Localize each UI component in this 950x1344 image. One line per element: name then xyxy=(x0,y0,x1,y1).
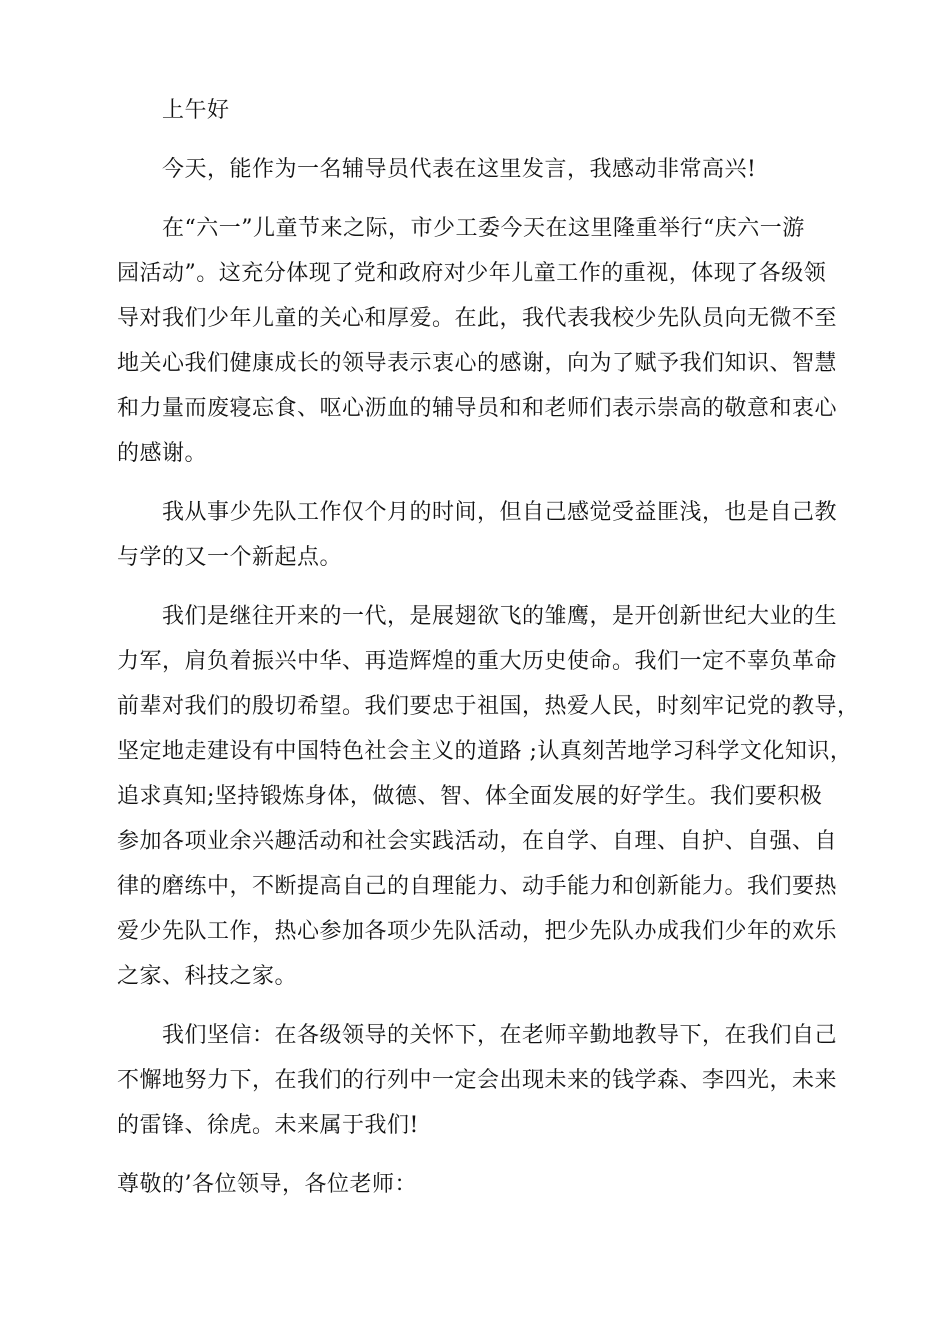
paragraph-4 xyxy=(117,594,860,999)
paragraph-line: 在“六一”儿童节来之际，市少工委今天在这里隆重举行“庆六一游 xyxy=(162,216,805,241)
greeting-text: 上午好 xyxy=(162,98,230,123)
paragraph-5 xyxy=(117,1013,838,1148)
paragraph-line: 地关心我们健康成长的领导表示衷心的感谢，向为了赋予我们知识、智慧 xyxy=(117,351,838,376)
paragraph-line: 之家、科技之家。 xyxy=(117,964,298,989)
paragraph-line: 我们坚信：在各级领导的关怀下，在老师辛勤地教导下，在我们自己 xyxy=(162,1023,838,1048)
paragraph-line: 坚定地走建设有中国特色社会主义的道路 ;认真刻苦地学习科学文化知识， xyxy=(117,739,853,764)
paragraph-line: 园活动”。这充分体现了党和政府对少年儿童工作的重视，体现了各级领 xyxy=(117,261,827,286)
paragraph-1 xyxy=(117,147,835,192)
paragraph-line: 和力量而废寝忘食、呕心沥血的辅导员和和老师们表示崇高的敬意和衷心 xyxy=(117,396,838,421)
paragraph-2 xyxy=(117,206,838,476)
paragraph-line: 前辈对我们的殷切希望。我们要忠于祖国，热爱人民，时刻牢记党的教导， xyxy=(117,694,860,719)
paragraph-line: 今天，能作为一名辅导员代表在这里发言，我感动非常高兴! xyxy=(162,157,757,182)
paragraph-line: 导对我们少年儿童的关心和厚爱。在此，我代表我校少先队员向无微不至 xyxy=(117,306,838,331)
paragraph-line: 的感谢。 xyxy=(117,441,208,466)
paragraph-3 xyxy=(117,490,838,580)
paragraph-line: 不懈地努力下，在我们的行列中一定会出现未来的钱学森、李四光，未来 xyxy=(117,1068,838,1093)
closing-text: 尊敬的’各位领导，各位老师： xyxy=(117,1172,417,1197)
paragraph-line: 律的磨练中，不断提高自己的自理能力、动手能力和创新能力。我们要热 xyxy=(117,874,838,899)
paragraph-line: 力军，肩负着振兴中华、再造辉煌的重大历史使命。我们一定不辜负革命 xyxy=(117,649,838,674)
paragraph-line: 我从事少先队工作仅个月的时间，但自己感觉受益匪浅，也是自己教 xyxy=(162,500,838,525)
paragraph-line: 追求真知;坚持锻炼身体，做德、智、体全面发展的好学生。我们要积极 xyxy=(117,784,823,809)
paragraph-line: 与学的又一个新起点。 xyxy=(117,545,343,570)
paragraph-line: 爱少先队工作，热心参加各项少先队活动，把少先队办成我们少年的欢乐 xyxy=(117,919,838,944)
closing-paragraph xyxy=(117,1162,835,1207)
greeting-paragraph xyxy=(117,88,835,133)
document-body xyxy=(117,88,860,1207)
paragraph-line: 的雷锋、徐虎。未来属于我们! xyxy=(117,1113,419,1138)
paragraph-line: 我们是继往开来的一代，是展翅欲飞的雏鹰，是开创新世纪大业的生 xyxy=(162,604,838,629)
paragraph-line: 参加各项业余兴趣活动和社会实践活动，在自学、自理、自护、自强、自 xyxy=(117,829,838,854)
